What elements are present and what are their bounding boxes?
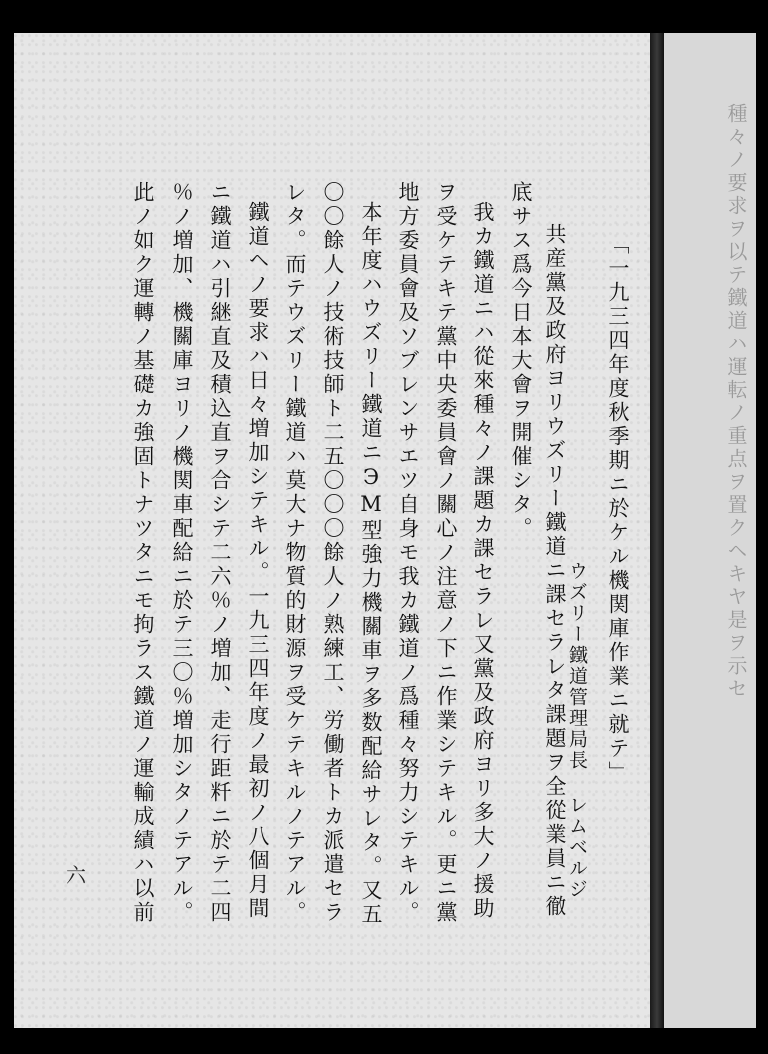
body-line: ％ノ増加、機關庫ヨリノ機関車配給ニ於テ三〇％増加シタノテアル。	[170, 181, 194, 925]
body-line: 〇〇餘人ノ技術技師ト二五〇〇〇餘人ノ熟練工、労働者トカ派遣セラ	[321, 181, 345, 925]
body-line: ニ鐵道ハ引継直及積込直ヲ合シテ二六％ノ増加、走行距粁ニ於テ二四	[208, 181, 232, 925]
document-page	[14, 33, 658, 1028]
author-line: ウズリー鐵道管理局長 レムベルジ	[566, 561, 588, 900]
body-line: ヲ受ケテキテ黨中央委員會ノ關心ノ注意ノ下ニ作業シテキル。更ニ黨	[434, 181, 458, 925]
body-line: 共産黨及政府ヨリウズリー鐵道ニ課セラレタ課題ヲ全從業員ニ徹	[543, 223, 567, 919]
body-line: レタ。而テウズリー鐵道ハ莫大ナ物質的財源ヲ受ケテキルノテアル。	[283, 181, 307, 925]
body-line: 此ノ如ク運轉ノ基礎カ強固トナツタニモ拘ラス鐵道ノ運輸成績ハ以前	[131, 181, 155, 925]
book-gutter	[650, 33, 664, 1028]
body-line: 鐵道ヘノ要求ハ日々増加シテキル。一九三四年度ノ最初ノ八個月間	[246, 201, 270, 921]
body-line: 我カ鐵道ニハ從來種々ノ課題カ課セラレ又黨及政府ヨリ多大ノ援助	[471, 201, 495, 921]
body-line: 底サス爲今日本大會ヲ開催シタ。	[509, 181, 533, 541]
body-line: 本年度ハウズリー鐵道ニЭM型強力機關車ヲ多数配給サレタ。又五	[359, 201, 383, 927]
facing-page-edge	[664, 33, 756, 1028]
body-line: 地方委員會及ソブレンサエツ自身モ我カ鐵道ノ爲種々努力シテキル。	[396, 181, 420, 925]
article-title: 「一九三四年度秋季期ニ於ケル機関庫作業ニ就テ」	[606, 233, 630, 785]
page-number: 六	[66, 863, 86, 887]
facing-page-text: 種々ノ要求ヲ以テ鐵道ハ運転ノ重点ヲ置クヘキヤ是ヲ示セ	[724, 103, 748, 701]
